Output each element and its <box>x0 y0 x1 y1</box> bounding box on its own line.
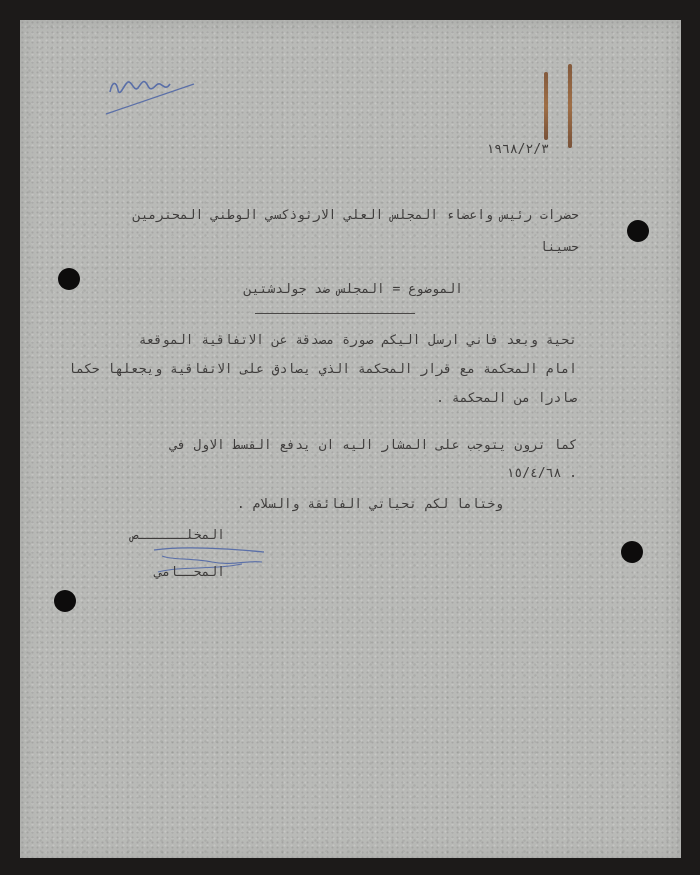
punch-hole <box>58 268 80 290</box>
address-line-1: حضرات رئيس واعضاء المجلس العلي الارثوذكسي الوطني المحترمين <box>132 208 579 223</box>
body-line-4: كما ترون يتوجب على المشار اليه ان يدفع القسط الاول في <box>170 438 577 453</box>
subject-line: الموضوع = المجلس ضد جولدشتين <box>243 282 463 297</box>
body-line-3: صادرا من المحكمة . <box>436 391 577 406</box>
body-line-1: تحية وبعد فاني ارسل اليكم صورة مصدقة عن الاتفاقية الموقعة <box>138 333 577 348</box>
punch-hole <box>54 590 76 612</box>
body-line-2: امام المحكمة مع قرار المحكمة الذي يصادق على الاتفاقية ويجعلها حكما <box>68 362 577 377</box>
letter-date: ١٩٦٨/٢/٣ <box>486 142 549 157</box>
handwritten-reference-mark <box>104 70 196 120</box>
punch-hole <box>621 541 643 563</box>
body-line-5: ١٥/٤/٦٨ . <box>506 466 577 481</box>
staple-mark-right <box>568 64 572 148</box>
closing-line: وختاما لكم تحياتي الفائقة والسلام . <box>236 497 503 512</box>
staple-mark-left <box>544 72 548 140</box>
signature-label-lawyer: المحــامي <box>154 565 225 580</box>
punch-hole <box>627 220 649 242</box>
letter-page <box>20 20 681 858</box>
signature-label-sincerely: المخلــــــص <box>131 528 225 543</box>
address-line-2: حسينا <box>539 240 579 255</box>
subject-underline <box>255 313 415 314</box>
